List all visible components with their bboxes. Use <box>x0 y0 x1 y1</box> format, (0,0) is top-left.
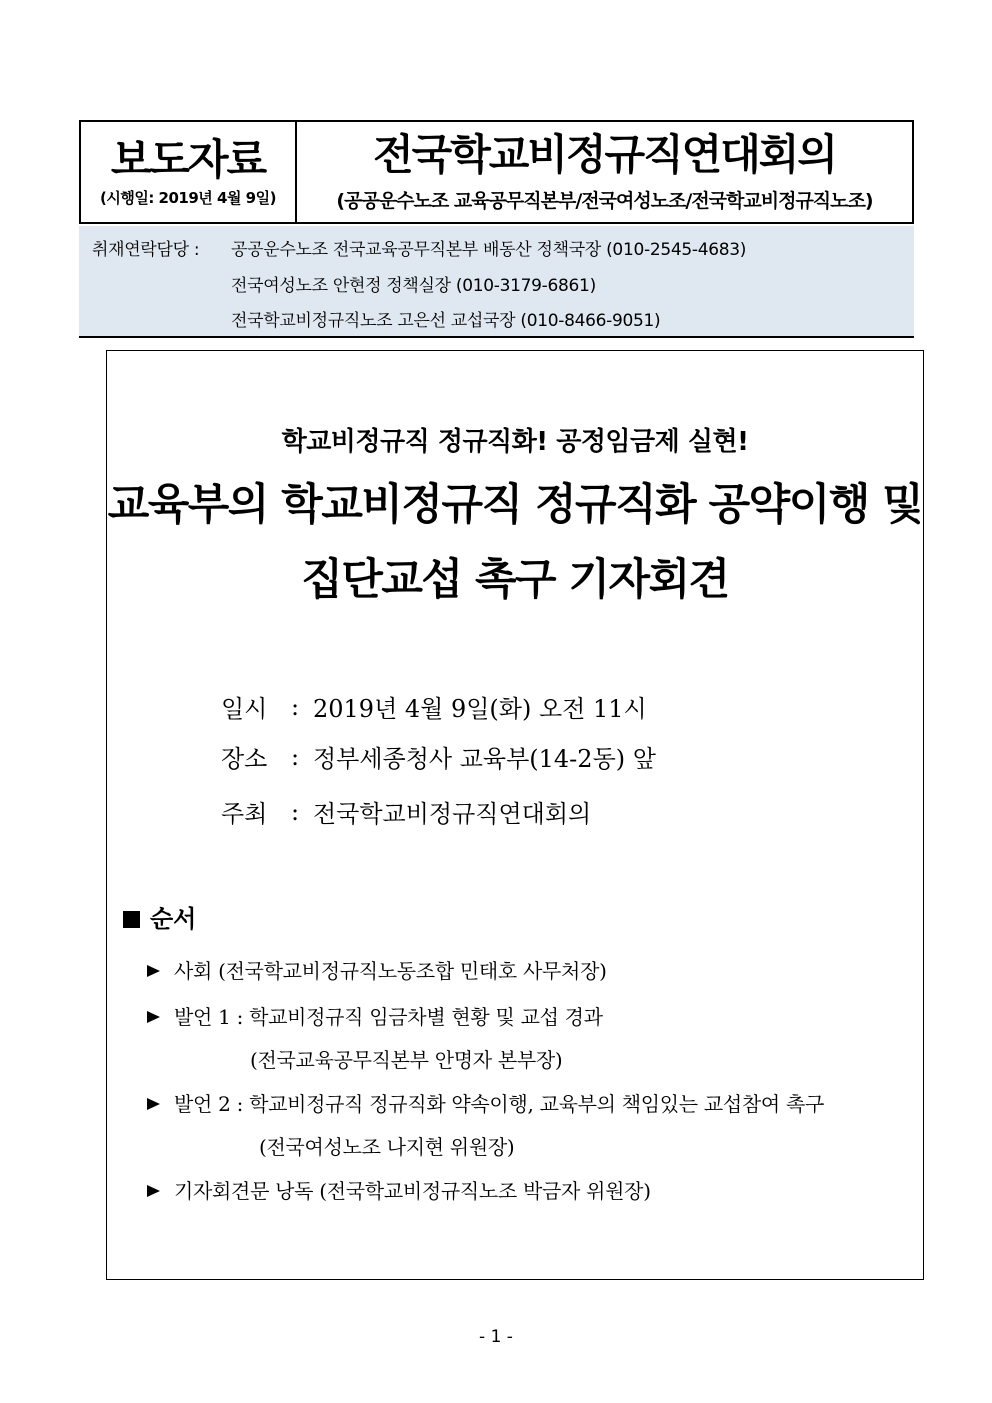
triangle-bullet-icon <box>147 1011 160 1023</box>
subtitle: 학교비정규직 정규직화! 공정임금제 실현! <box>281 427 749 457</box>
info-label: 장소 <box>221 745 268 773</box>
contact-box <box>79 226 914 338</box>
order-item <box>147 1001 603 1030</box>
contact-line: 전국여성노조 안현정 정책실장 (010-3179-6861) <box>231 276 596 296</box>
info-label: 주최 <box>221 800 268 828</box>
order-item-speaker: (전국교육공무직본부 안명자 본부장) <box>250 1048 563 1072</box>
order-item-text: 사회 (전국학교비정규직노동조합 민태호 사무처장) <box>174 959 607 983</box>
order-item-text: 발언 2 : 학교비정규직 정규직화 약속이행, 교육부의 책임있는 교섭참여 촉구 <box>174 1092 825 1116</box>
contact-line: 공공운수노조 전국교육공무직본부 배동산 정책국장 (010-2545-4683) <box>231 240 747 260</box>
title-line-2: 집단교섭 촉구 기자회견 <box>301 555 729 605</box>
info-value: 정부세종청사 교육부(14-2동) 앞 <box>313 745 656 773</box>
order-heading-text: 순서 <box>150 905 197 933</box>
header-box <box>79 120 914 224</box>
triangle-bullet-icon <box>147 1185 160 1197</box>
page-number: - 1 - <box>479 1327 513 1347</box>
triangle-bullet-icon <box>147 1098 160 1110</box>
title-line-1: 교육부의 학교비정규직 정규직화 공약이행 및 <box>107 480 923 530</box>
info-colon: : <box>291 693 300 721</box>
info-value: 2019년 4월 9일(화) 오전 11시 <box>313 695 647 723</box>
doc-type: 보도자료 <box>110 134 266 184</box>
order-item-text: 기자회견문 낭독 (전국학교비정규직노조 박금자 위원장) <box>174 1179 651 1203</box>
order-item <box>147 955 607 984</box>
main-content-box <box>106 350 924 1280</box>
org-members: (공공운수노조 교육공무직본부/전국여성노조/전국학교비정규직노조) <box>336 189 873 212</box>
org-cell <box>297 122 912 222</box>
info-colon: : <box>291 743 300 771</box>
contact-label: 취재연락담당 : <box>92 240 200 260</box>
square-bullet-icon <box>123 911 140 928</box>
org-name: 전국학교비정규직연대회의 <box>373 129 836 179</box>
issue-date: (시행일: 2019년 4월 9일) <box>100 188 276 207</box>
info-colon: : <box>291 798 300 826</box>
order-item-speaker: (전국여성노조 나지현 위원장) <box>259 1135 515 1159</box>
triangle-bullet-icon <box>147 965 160 977</box>
order-item <box>147 1175 651 1204</box>
info-label: 일시 <box>221 695 268 723</box>
order-item-text: 발언 1 : 학교비정규직 임금차별 현황 및 교섭 경과 <box>174 1005 603 1029</box>
order-heading <box>123 899 196 934</box>
doc-type-cell <box>81 122 297 222</box>
contact-line: 전국학교비정규직노조 고은선 교섭국장 (010-8466-9051) <box>231 311 661 331</box>
order-item <box>147 1088 824 1117</box>
info-value: 전국학교비정규직연대회의 <box>313 800 592 828</box>
